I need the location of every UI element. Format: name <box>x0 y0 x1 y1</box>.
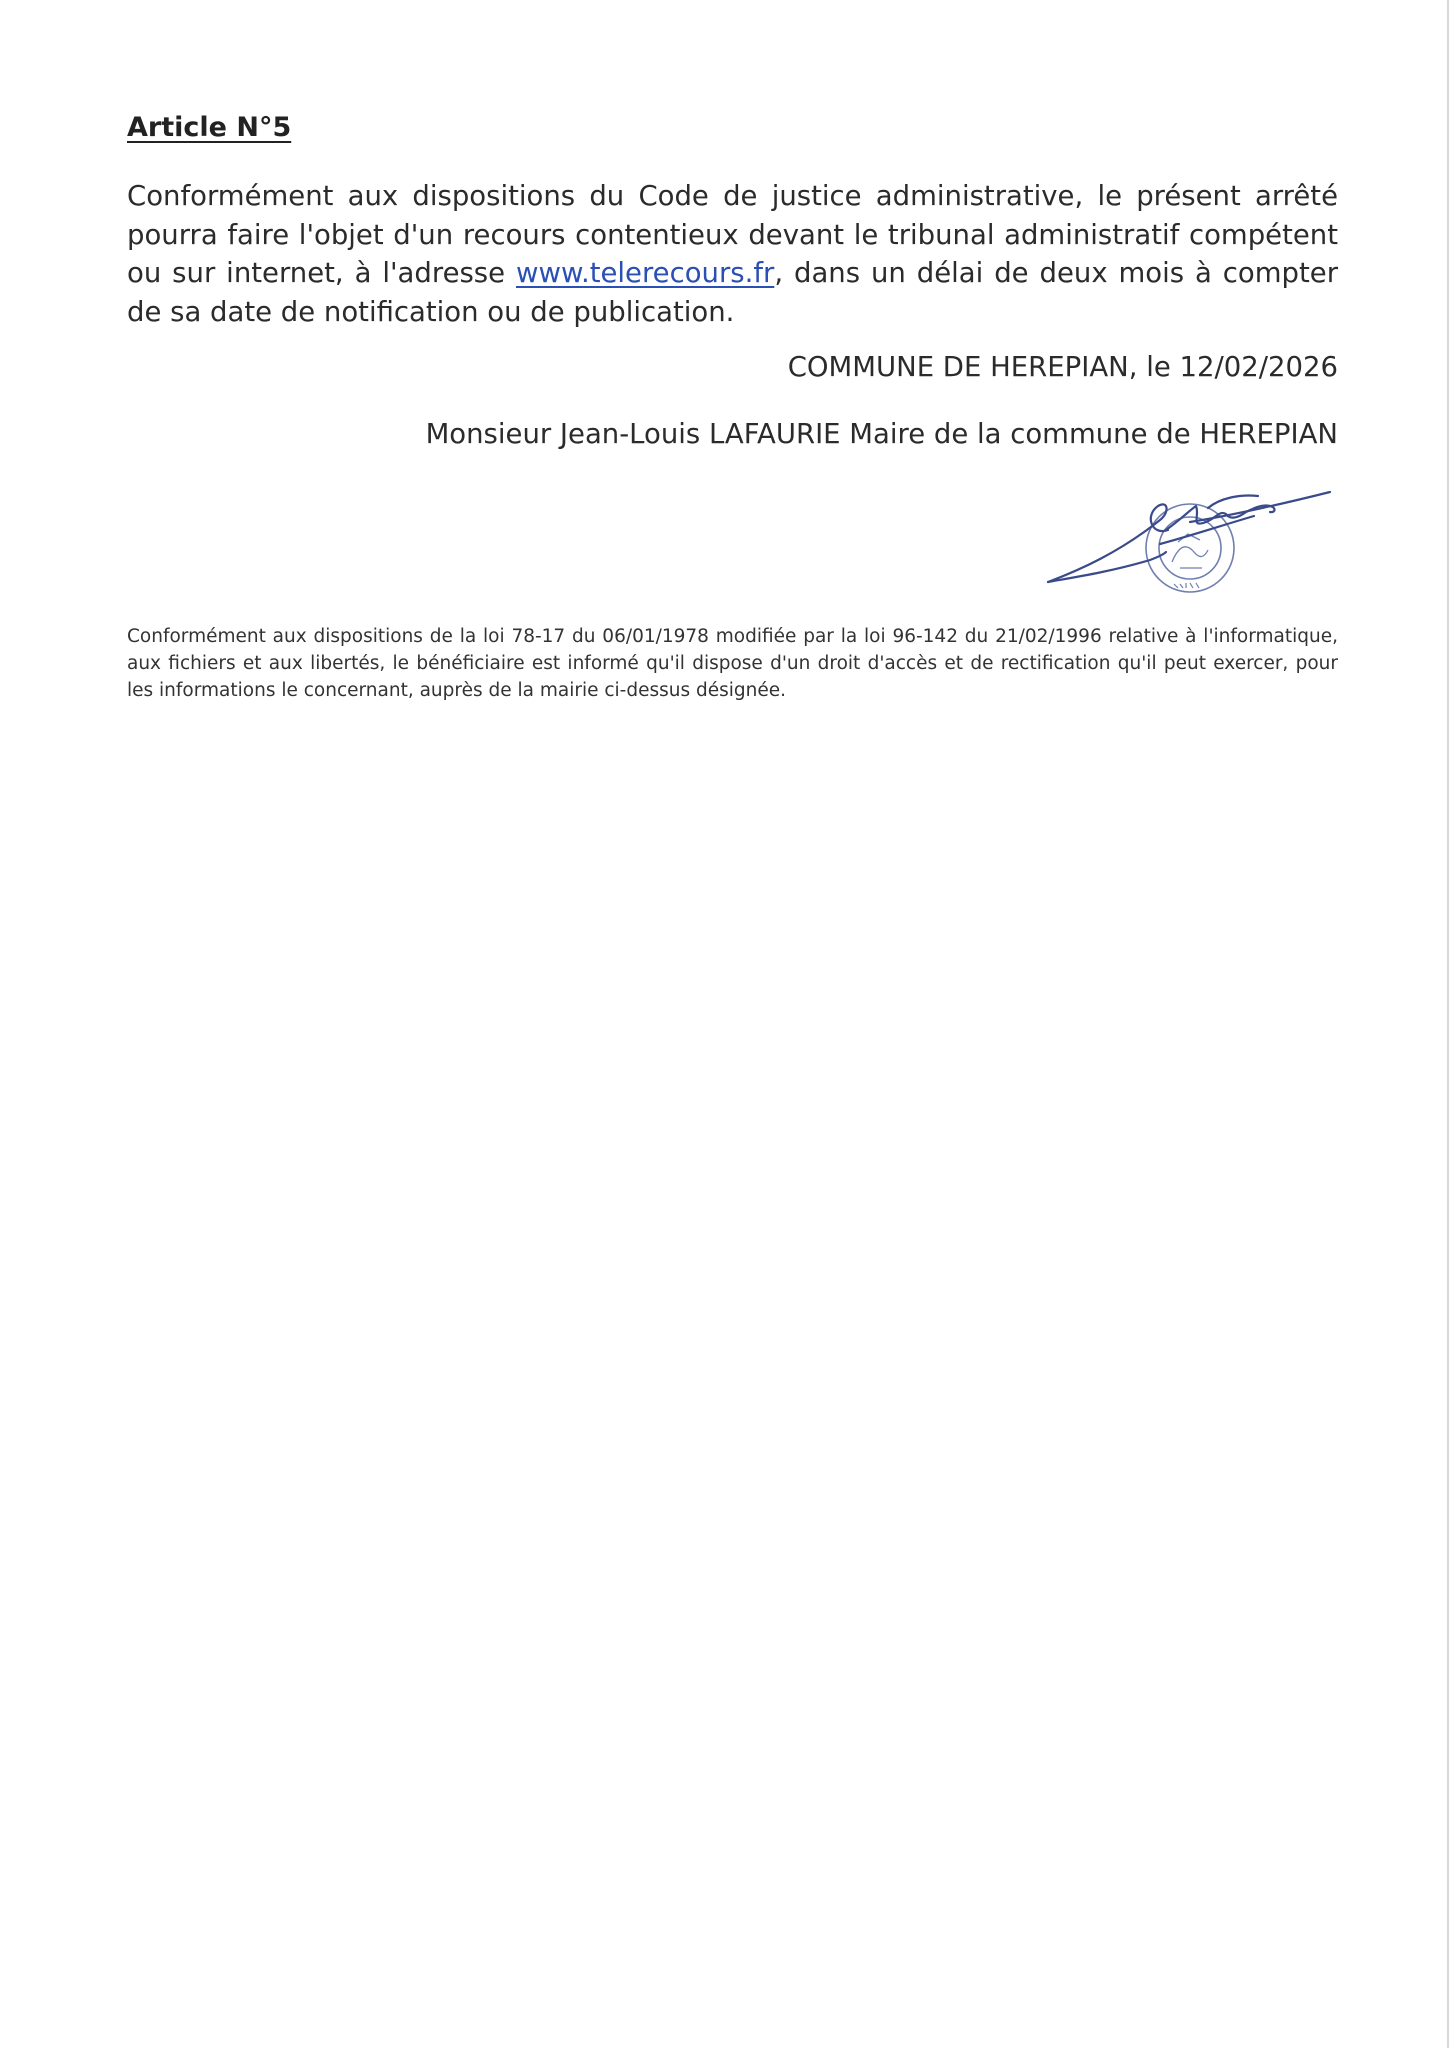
signature-image <box>1040 480 1340 610</box>
signature-and-stamp <box>1040 480 1340 610</box>
article-body <box>127 177 1338 331</box>
article-body-text-start: Conformément aux dispositions du Code de justice administrative, le présent arrêté pourra faire l'objet d'un recours contentieux devant le tribunal administratif compétent ou sur internet, à l'adresse <box>127 180 1338 289</box>
signatory-name: Monsieur Jean-Louis LAFAURIE Maire de la commune de HEREPIAN <box>425 418 1338 450</box>
article-title: Article N°5 <box>127 112 292 143</box>
place-and-date: COMMUNE DE HEREPIAN, le 12/02/2026 <box>787 351 1338 383</box>
telerecours-link[interactable]: www.telerecours.fr <box>516 257 775 289</box>
legal-notice: Conformément aux dispositions de la loi 78-17 du 06/01/1978 modifiée par la loi 96-142 du 21/02/1996 relative à l'informatique, aux fichiers et aux libertés, le bénéficiaire est informé qu'il dispose d'un droit d'accès et de rectification qu'il peut exercer, pour les informations le concernant, auprès de la mairie ci-dessus désignée. <box>127 626 1338 701</box>
article-body-text-end: , dans un délai de deux mois à compter de sa date de notification ou de publication. <box>127 257 1339 328</box>
